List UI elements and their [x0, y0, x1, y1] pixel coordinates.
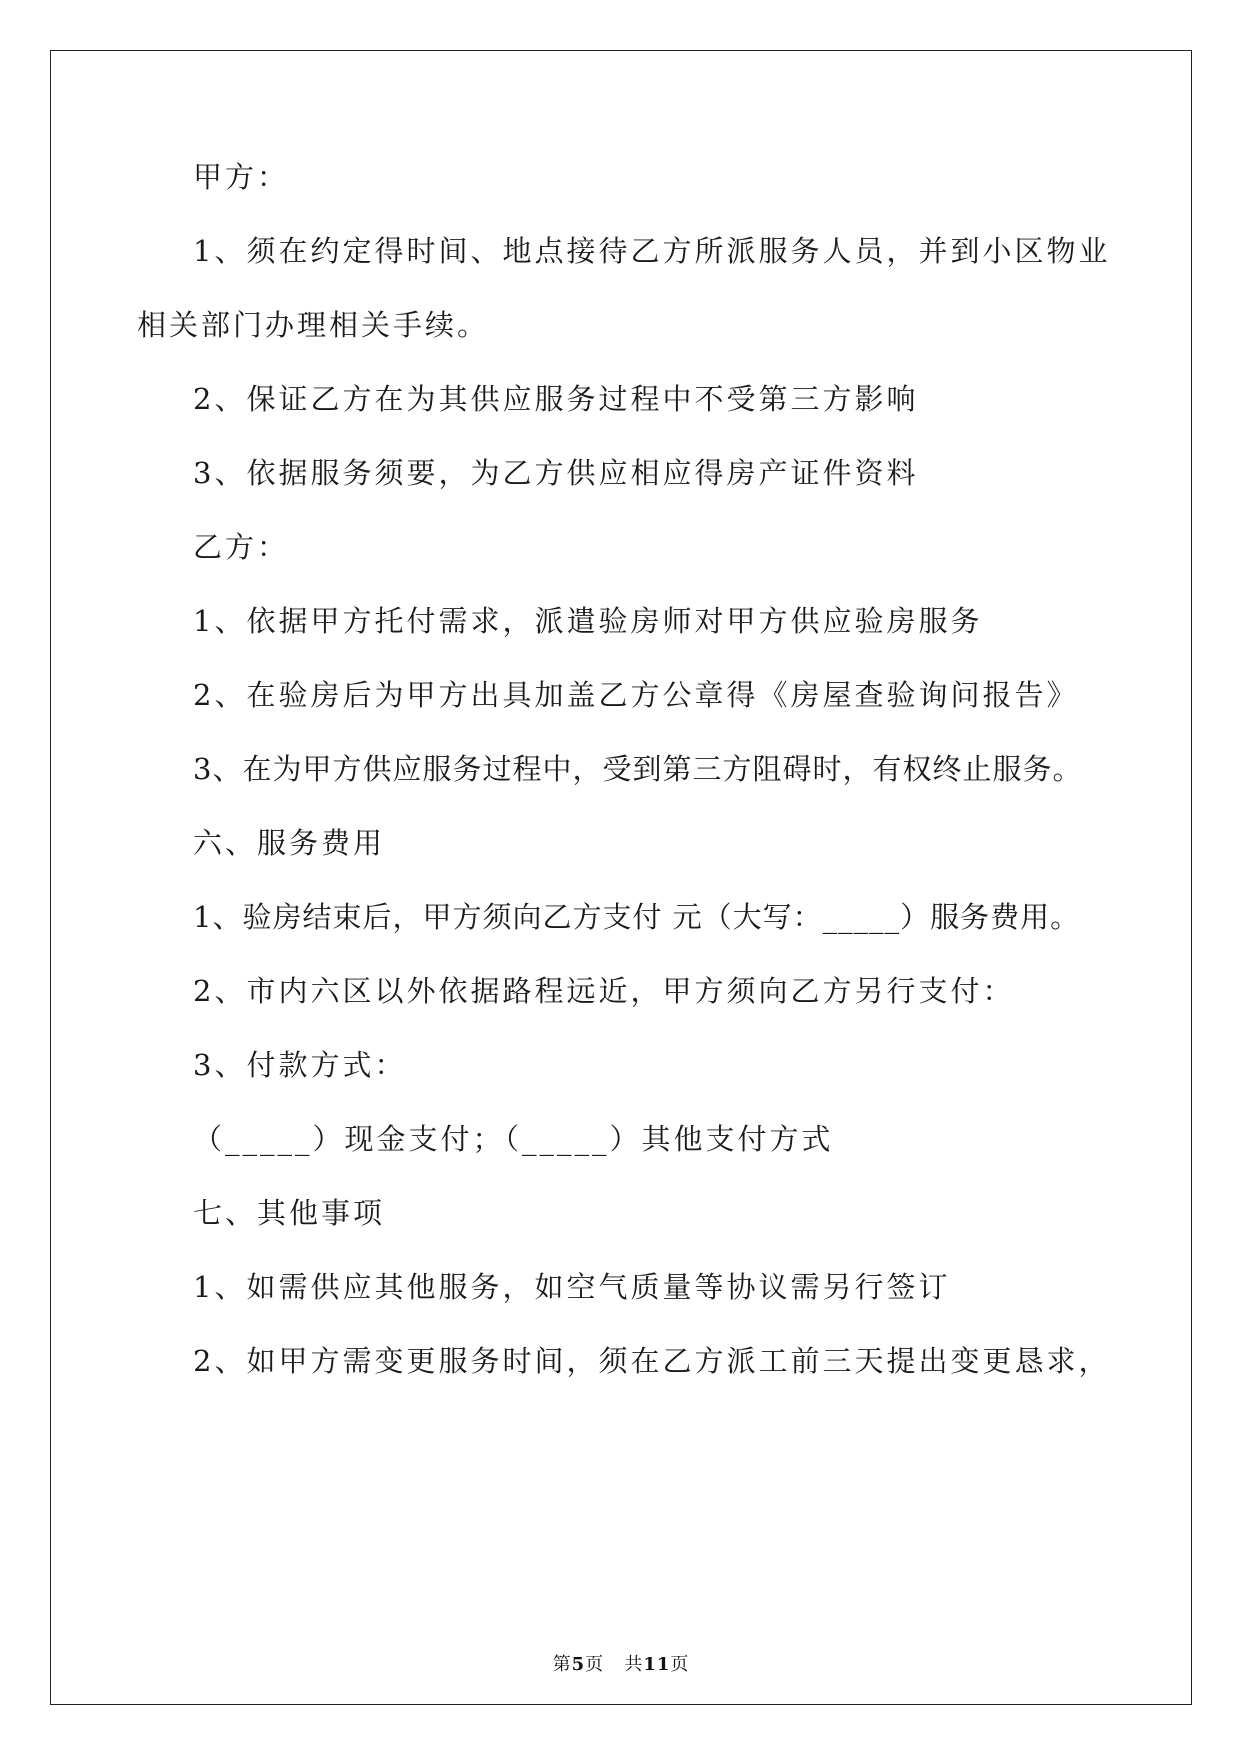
paragraph-line: 乙方： — [193, 530, 290, 564]
paragraph-line: 1、须在约定得时间、地点接待乙方所派服务人员，并到小区物业 — [193, 234, 1111, 268]
paragraph-line: 3、依据服务须要，为乙方供应相应得房产证件资料 — [193, 456, 919, 490]
footer-total-prefix: 共 — [624, 1654, 644, 1675]
footer-page-suffix: 页 — [585, 1654, 605, 1675]
paragraph-line: 3、在为甲方供应服务过程中，受到第三方阻碍时，有权终止服务。 — [193, 752, 1083, 786]
paragraph-line: 相关部门办理相关手续。 — [137, 308, 490, 342]
paragraph-line: （_____）现金支付；（_____）其他支付方式 — [193, 1122, 834, 1156]
document-body — [51, 51, 1191, 1704]
paragraph-line: 1、如需供应其他服务，如空气质量等协议需另行签订 — [193, 1270, 951, 1304]
paragraph-line: 1、依据甲方托付需求，派遣验房师对甲方供应验房服务 — [193, 604, 983, 638]
page-number: 5 — [571, 1654, 586, 1675]
page-footer — [51, 1653, 1191, 1677]
paragraph-line: 甲方： — [193, 160, 290, 194]
footer-total-suffix: 页 — [670, 1654, 690, 1675]
paragraph-line: 1、验房结束后，甲方须向乙方支付 元（大写：_____）服务费用。 — [193, 900, 1081, 934]
paragraph-line: 2、在验房后为甲方出具加盖乙方公章得《房屋查验询问报告》 — [193, 678, 1079, 712]
page-frame — [50, 50, 1192, 1705]
paragraph-line: 2、保证乙方在为其供应服务过程中不受第三方影响 — [193, 382, 919, 416]
paragraph-line: 2、市内六区以外依据路程远近，甲方须向乙方另行支付： — [193, 974, 1015, 1008]
paragraph-line: 2、如甲方需变更服务时间，须在乙方派工前三天提出变更恳求， — [193, 1344, 1111, 1378]
total-pages: 11 — [643, 1654, 671, 1675]
paragraph-line: 3、付款方式： — [193, 1048, 407, 1082]
footer-prefix: 第 — [552, 1654, 572, 1675]
section-heading: 七、其他事项 — [193, 1196, 386, 1230]
section-heading: 六、服务费用 — [193, 826, 386, 860]
